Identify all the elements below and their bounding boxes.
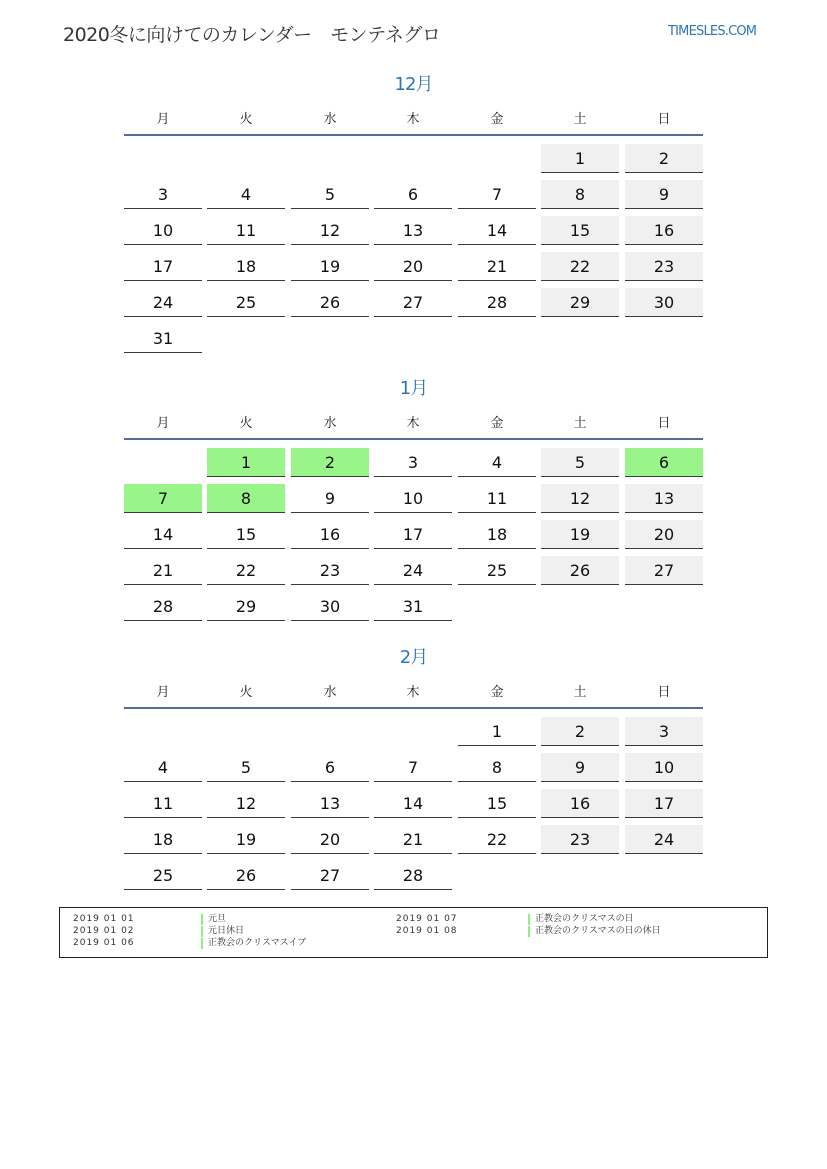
day-cell: 18 [458, 520, 536, 549]
day-cell: 23 [625, 252, 703, 281]
day-cell: 19 [291, 252, 369, 281]
day-cell: 28 [458, 288, 536, 317]
weekday-header: 火 [239, 416, 253, 431]
day-cell: 11 [458, 484, 536, 513]
day-cell: 3 [374, 448, 452, 477]
day-cell: 10 [124, 216, 202, 245]
legend-holiday-name: 元旦 [201, 914, 226, 925]
weekday-header: 金 [490, 416, 504, 431]
holiday-day-cell: 6 [625, 448, 703, 477]
day-cell: 19 [541, 520, 619, 549]
legend-holiday-name: 正教会のクリスマスの日の休日 [528, 926, 661, 937]
day-cell: 15 [458, 789, 536, 818]
day-cell: 27 [291, 861, 369, 890]
day-cell: 25 [124, 861, 202, 890]
legend-date: 2019 01 01 [73, 914, 135, 924]
legend-holiday-name: 正教会のクリスマスの日 [528, 914, 634, 925]
day-cell: 11 [207, 216, 285, 245]
weekday-header: 月 [156, 685, 170, 700]
legend-holiday-name: 正教会のクリスマスイブ [201, 938, 306, 949]
day-cell: 2 [541, 717, 619, 746]
day-cell: 24 [625, 825, 703, 854]
day-cell: 23 [541, 825, 619, 854]
day-cell: 24 [124, 288, 202, 317]
day-cell: 5 [291, 180, 369, 209]
day-cell: 17 [124, 252, 202, 281]
month-calendar [124, 70, 703, 348]
day-cell: 27 [374, 288, 452, 317]
weekday-header: 土 [573, 416, 587, 431]
weekday-header: 火 [239, 112, 253, 127]
day-cell: 13 [625, 484, 703, 513]
weekday-header: 木 [406, 685, 420, 700]
day-cell: 29 [541, 288, 619, 317]
day-cell: 3 [124, 180, 202, 209]
legend-date: 2019 01 06 [73, 938, 135, 948]
day-cell: 15 [207, 520, 285, 549]
day-cell: 12 [207, 789, 285, 818]
day-cell: 18 [207, 252, 285, 281]
holiday-day-cell: 8 [207, 484, 285, 513]
day-cell: 20 [625, 520, 703, 549]
day-cell: 14 [458, 216, 536, 245]
day-cell: 10 [374, 484, 452, 513]
day-cell: 15 [541, 216, 619, 245]
day-cell: 9 [625, 180, 703, 209]
day-cell: 22 [541, 252, 619, 281]
holiday-legend [59, 907, 768, 958]
day-cell: 14 [374, 789, 452, 818]
page-title: 2020冬に向けてのカレンダー モンテネグロ [63, 24, 441, 46]
day-cell: 22 [207, 556, 285, 585]
day-cell: 4 [207, 180, 285, 209]
legend-holiday-name: 元日休日 [201, 926, 244, 937]
day-cell: 12 [541, 484, 619, 513]
day-cell: 12 [291, 216, 369, 245]
holiday-day-cell: 7 [124, 484, 202, 513]
weekday-header: 日 [657, 685, 671, 700]
day-cell: 10 [625, 753, 703, 782]
day-cell: 25 [207, 288, 285, 317]
day-cell: 2 [625, 144, 703, 173]
day-cell: 20 [291, 825, 369, 854]
day-cell: 26 [207, 861, 285, 890]
day-cell: 26 [291, 288, 369, 317]
day-cell: 16 [625, 216, 703, 245]
legend-date: 2019 01 08 [396, 926, 458, 936]
legend-date: 2019 01 02 [73, 926, 135, 936]
day-cell: 21 [374, 825, 452, 854]
day-cell: 13 [291, 789, 369, 818]
day-cell: 5 [207, 753, 285, 782]
day-cell: 26 [541, 556, 619, 585]
weekday-header: 水 [323, 112, 337, 127]
header-divider [124, 707, 703, 709]
day-cell: 6 [291, 753, 369, 782]
header-divider [124, 438, 703, 440]
weekday-header: 土 [573, 685, 587, 700]
weekday-header: 月 [156, 416, 170, 431]
weekday-header: 水 [323, 685, 337, 700]
day-cell: 23 [291, 556, 369, 585]
day-cell: 20 [374, 252, 452, 281]
day-cell: 13 [374, 216, 452, 245]
day-cell: 5 [541, 448, 619, 477]
day-cell: 21 [458, 252, 536, 281]
day-cell: 8 [541, 180, 619, 209]
month-calendar [124, 374, 703, 634]
day-cell: 11 [124, 789, 202, 818]
day-cell: 6 [374, 180, 452, 209]
day-cell: 22 [458, 825, 536, 854]
day-cell: 17 [625, 789, 703, 818]
day-cell: 28 [374, 861, 452, 890]
header-divider [124, 134, 703, 136]
day-cell: 9 [291, 484, 369, 513]
month-title: 2月 [399, 647, 428, 668]
day-cell: 31 [374, 592, 452, 621]
legend-date: 2019 01 07 [396, 914, 458, 924]
weekday-header: 木 [406, 112, 420, 127]
day-cell: 17 [374, 520, 452, 549]
month-title: 1月 [399, 378, 428, 399]
weekday-header: 火 [239, 685, 253, 700]
holiday-day-cell: 1 [207, 448, 285, 477]
weekday-header: 金 [490, 112, 504, 127]
day-cell: 19 [207, 825, 285, 854]
month-calendar [124, 643, 703, 903]
day-cell: 14 [124, 520, 202, 549]
day-cell: 21 [124, 556, 202, 585]
day-cell: 28 [124, 592, 202, 621]
day-cell: 30 [291, 592, 369, 621]
day-cell: 31 [124, 324, 202, 353]
day-cell: 9 [541, 753, 619, 782]
weekday-header: 日 [657, 112, 671, 127]
day-cell: 29 [207, 592, 285, 621]
weekday-header: 土 [573, 112, 587, 127]
day-cell: 24 [374, 556, 452, 585]
weekday-header: 月 [156, 112, 170, 127]
day-cell: 1 [541, 144, 619, 173]
day-cell: 16 [541, 789, 619, 818]
day-cell: 30 [625, 288, 703, 317]
day-cell: 1 [458, 717, 536, 746]
weekday-header: 日 [657, 416, 671, 431]
holiday-day-cell: 2 [291, 448, 369, 477]
day-cell: 7 [374, 753, 452, 782]
day-cell: 27 [625, 556, 703, 585]
day-cell: 4 [458, 448, 536, 477]
day-cell: 7 [458, 180, 536, 209]
weekday-header: 水 [323, 416, 337, 431]
brand-link[interactable]: TIMESLES.COM [668, 24, 757, 39]
day-cell: 3 [625, 717, 703, 746]
day-cell: 18 [124, 825, 202, 854]
weekday-header: 金 [490, 685, 504, 700]
day-cell: 4 [124, 753, 202, 782]
day-cell: 16 [291, 520, 369, 549]
weekday-header: 木 [406, 416, 420, 431]
day-cell: 8 [458, 753, 536, 782]
day-cell: 25 [458, 556, 536, 585]
month-title: 12月 [394, 74, 433, 95]
